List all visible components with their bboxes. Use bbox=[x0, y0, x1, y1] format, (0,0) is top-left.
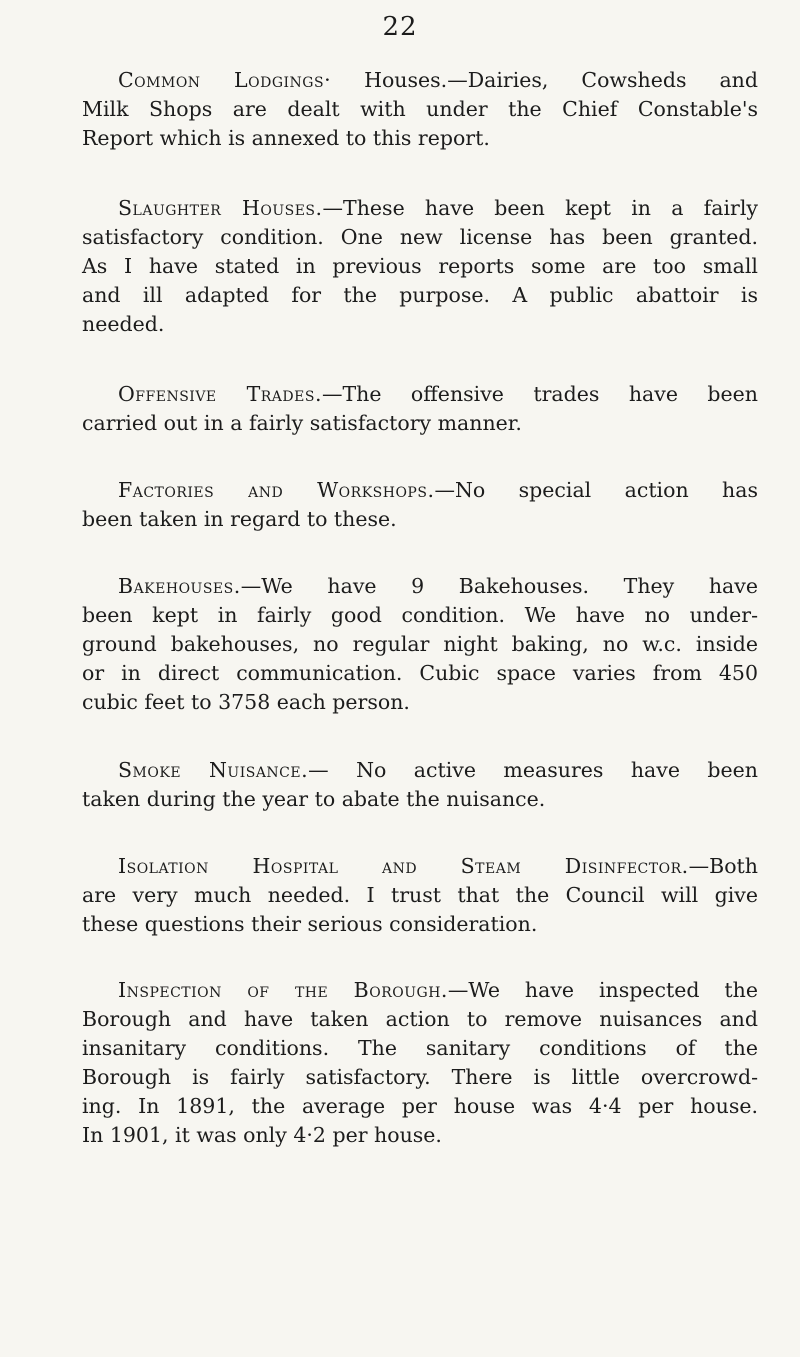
paragraph-line: are very much needed. I trust that the Council will give bbox=[82, 883, 758, 907]
paragraph-line: and ill adapted for the purpose. A public abattoir is bbox=[82, 283, 758, 307]
paragraph-line: Milk Shops are dealt with under the Chief Constable's bbox=[82, 97, 758, 121]
paragraph-bakehouses bbox=[82, 572, 758, 717]
page-number: 22 bbox=[382, 12, 418, 42]
section-heading: Isolation Hospital and Steam Disinfector. bbox=[118, 854, 689, 878]
paragraph-line bbox=[82, 476, 758, 505]
paragraph-line: carried out in a fairly satisfactory manner. bbox=[82, 411, 522, 435]
paragraph-text: — No active measures have been bbox=[308, 758, 758, 782]
paragraph-text: —We have inspected the bbox=[447, 978, 758, 1002]
paragraph-line: cubic feet to 3758 each person. bbox=[82, 690, 410, 714]
paragraph-text: —Both bbox=[688, 854, 758, 878]
paragraph-offensive-trades bbox=[82, 380, 758, 438]
paragraph-text: —No special action has bbox=[434, 478, 758, 502]
paragraph-line: ing. In 1891, the average per house was 4·4 per house. bbox=[82, 1094, 758, 1118]
paragraph-line: As I have stated in previous reports some are too small bbox=[82, 254, 758, 278]
section-heading: Offensive Trades. bbox=[118, 382, 322, 406]
section-heading: Common Lodgings· bbox=[118, 68, 332, 92]
paragraph-inspection-borough bbox=[82, 976, 758, 1150]
paragraph-text: —We have 9 Bakehouses. They have bbox=[240, 574, 758, 598]
paragraph-line: been taken in regard to these. bbox=[82, 507, 397, 531]
paragraph-line: or in direct communication. Cubic space varies from 450 bbox=[82, 661, 758, 685]
paragraph-text: —These have been kept in a fairly bbox=[322, 196, 758, 220]
paragraph-factories-workshops bbox=[82, 476, 758, 534]
paragraph-slaughter-houses bbox=[82, 194, 758, 339]
paragraph-line bbox=[82, 66, 758, 95]
paragraph-line: ground bakehouses, no regular night baking, no w.c. inside bbox=[82, 632, 758, 656]
section-heading: Factories and Workshops. bbox=[118, 478, 435, 502]
paragraph-common-lodgings bbox=[82, 66, 758, 153]
paragraph-smoke-nuisance bbox=[82, 756, 758, 814]
paragraph-line: these questions their serious consideration. bbox=[82, 912, 538, 936]
section-heading: Slaughter Houses. bbox=[118, 196, 323, 220]
paragraph-isolation-hospital bbox=[82, 852, 758, 939]
paragraph-line bbox=[82, 976, 758, 1005]
paragraph-line: Report which is annexed to this report. bbox=[82, 126, 490, 150]
paragraph-line bbox=[82, 194, 758, 223]
section-heading: Bakehouses. bbox=[118, 574, 241, 598]
paragraph-line bbox=[82, 756, 758, 785]
paragraph-line: taken during the year to abate the nuisance. bbox=[82, 787, 546, 811]
paragraph-line: Borough is fairly satisfactory. There is little overcrowd- bbox=[82, 1065, 758, 1089]
paragraph-line: satisfactory condition. One new license has been granted. bbox=[82, 225, 758, 249]
paragraph-text: —The offensive trades have been bbox=[321, 382, 758, 406]
paragraph-line: Borough and have taken action to remove nuisances and bbox=[82, 1007, 758, 1031]
section-heading: Inspection of the Borough. bbox=[118, 978, 448, 1002]
paragraph-text: Houses.—Dairies, Cowsheds and bbox=[331, 68, 758, 92]
paragraph-line: needed. bbox=[82, 312, 165, 336]
section-heading: Smoke Nuisance. bbox=[118, 758, 309, 782]
paragraph-line bbox=[82, 852, 758, 881]
paragraph-line: insanitary conditions. The sanitary conditions of the bbox=[82, 1036, 758, 1060]
paragraph-line bbox=[82, 380, 758, 409]
paragraph-line: been kept in fairly good condition. We have no under- bbox=[82, 603, 758, 627]
paragraph-line: In 1901, it was only 4·2 per house. bbox=[82, 1123, 442, 1147]
paragraph-line bbox=[82, 572, 758, 601]
